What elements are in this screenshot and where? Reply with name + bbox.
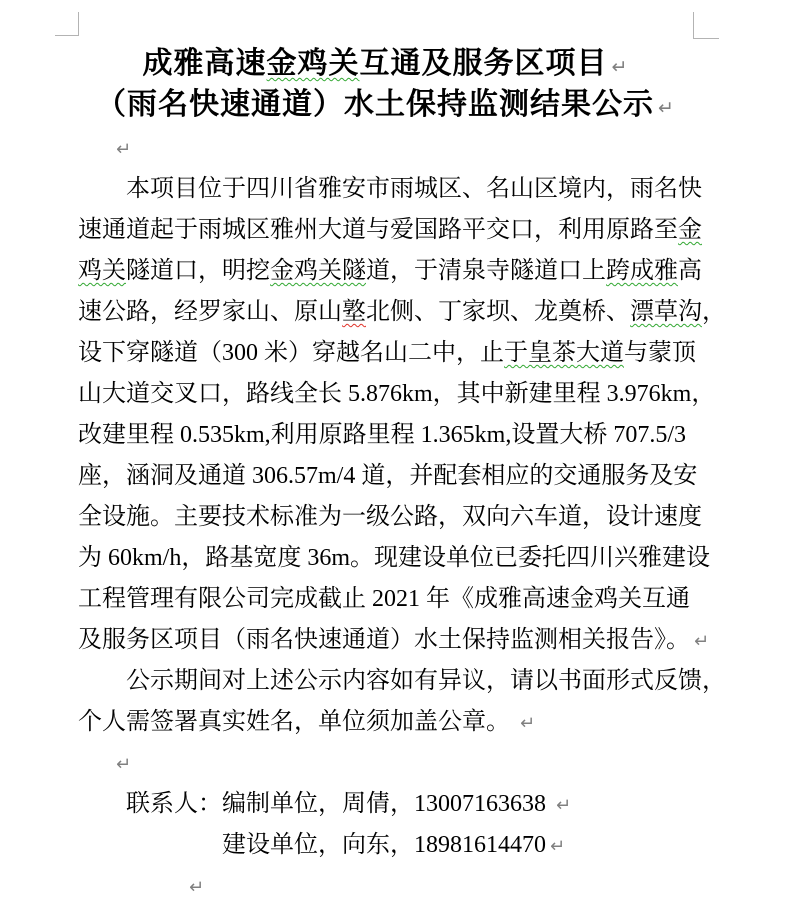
paragraph-mark-icon: ↵ [658, 97, 675, 119]
paragraph-mark-icon: ↵ [189, 877, 205, 898]
text-segment: 为 60km/h，路基宽度 36m。现建设单位已委托四川兴雅建设 [78, 545, 711, 571]
spellcheck-green-underline: 金鸡关 [266, 47, 360, 80]
body-line [78, 251, 778, 292]
spellcheck-green-underline: 于皇茶大道 [504, 340, 624, 366]
body-line [78, 579, 778, 620]
text-segment: 山大道交叉口，路线全长 5.876km，其中新建里程 3.976km， [78, 381, 716, 407]
spellcheck-green-underline: 金鸡关隧 [270, 258, 366, 284]
text-segment: 道，于清泉寺隧道口上 [366, 258, 606, 284]
text-segment: 及服务区项目（雨名快速通道）水土保持监测相关报告》。 [78, 627, 690, 653]
body-line [78, 169, 778, 210]
text-boundary-mark-top-left [55, 12, 79, 36]
contact-line [78, 784, 778, 825]
body-line [78, 620, 778, 661]
body-line [78, 497, 778, 538]
body-line [78, 456, 778, 497]
text-segment: 公示期间对上述公示内容如有异议，请以书面形式反馈， [126, 668, 726, 694]
spellcheck-green-underline: 金 [678, 217, 702, 243]
text-boundary-mark-top-right [693, 12, 719, 39]
paragraph-mark-icon: ↵ [611, 56, 629, 78]
text-segment: 互通及服务区项目 [359, 47, 608, 80]
paragraph-mark-icon: ↵ [694, 631, 710, 652]
body-line [78, 333, 778, 374]
text-segment: 座，涵洞及通道 306.57m/4 道，并配套相应的交通服务及安 [78, 463, 698, 489]
body-line [78, 661, 778, 702]
text-segment: 本项目位于四川省雅安市雨城区、名山区境内，雨名快 [126, 176, 702, 202]
document-title-line-1 [78, 45, 693, 86]
body-line [78, 702, 778, 743]
paragraph-mark-icon: ↵ [520, 713, 536, 734]
text-segment: 速通道起于雨城区雅州大道与爱国路平交口，利用原路至 [78, 217, 678, 243]
text-segment: 设下穿隧道（300 米）穿越名山二中，止 [78, 340, 504, 366]
text-segment: 速公路，经罗家山、原山 [78, 299, 342, 325]
document-body [78, 128, 778, 907]
paragraph-mark-icon: ↵ [550, 836, 566, 857]
text-segment: 改建里程 0.535km,利用原路里程 1.365km,设置大桥 707.5/3 [78, 422, 687, 448]
text-segment: 个人需签署真实姓名，单位须加盖公章。 [78, 709, 516, 735]
paragraph-mark-icon: ↵ [116, 139, 132, 160]
paragraph-mark-icon: ↵ [116, 754, 132, 775]
text-segment: 高 [678, 258, 702, 284]
text-segment: 工程管理有限公司完成截止 2021 年《成雅高速金鸡关互通 [78, 586, 690, 612]
text-segment: 与蒙顶 [624, 340, 696, 366]
text-segment: （雨名快速通道）水土保持监测结果公示 [96, 88, 655, 121]
text-segment: 北侧、丁家坝、龙奠桥、 [366, 299, 630, 325]
empty-paragraph [78, 128, 778, 169]
paragraph-mark-icon: ↵ [556, 795, 572, 816]
body-line [78, 210, 778, 251]
text-segment: 联系人：编制单位，周倩，13007163638 [126, 791, 552, 817]
spellcheck-green-underline: 漂草沟 [630, 299, 702, 325]
contact-line [78, 825, 778, 866]
text-segment: 全设施。主要技术标准为一级公路，双向六车道，设计速度 [78, 504, 702, 530]
spellcheck-green-underline: 跨成雅 [606, 258, 678, 284]
text-segment: 隧道口，明挖 [126, 258, 270, 284]
spellcheck-green-underline: 鸡关 [78, 258, 126, 284]
text-segment: 成雅高速 [142, 47, 267, 80]
document-title [78, 45, 693, 127]
body-line [78, 538, 778, 579]
body-line [78, 374, 778, 415]
empty-paragraph [78, 866, 778, 907]
body-line [78, 415, 778, 456]
document-title-line-2 [78, 86, 693, 127]
body-line [78, 292, 778, 333]
text-segment: ， [702, 299, 726, 325]
empty-paragraph [78, 743, 778, 784]
text-segment: 建设单位，向东，18981614470 [222, 832, 546, 858]
spellcheck-red-underline: 墪 [342, 299, 366, 325]
